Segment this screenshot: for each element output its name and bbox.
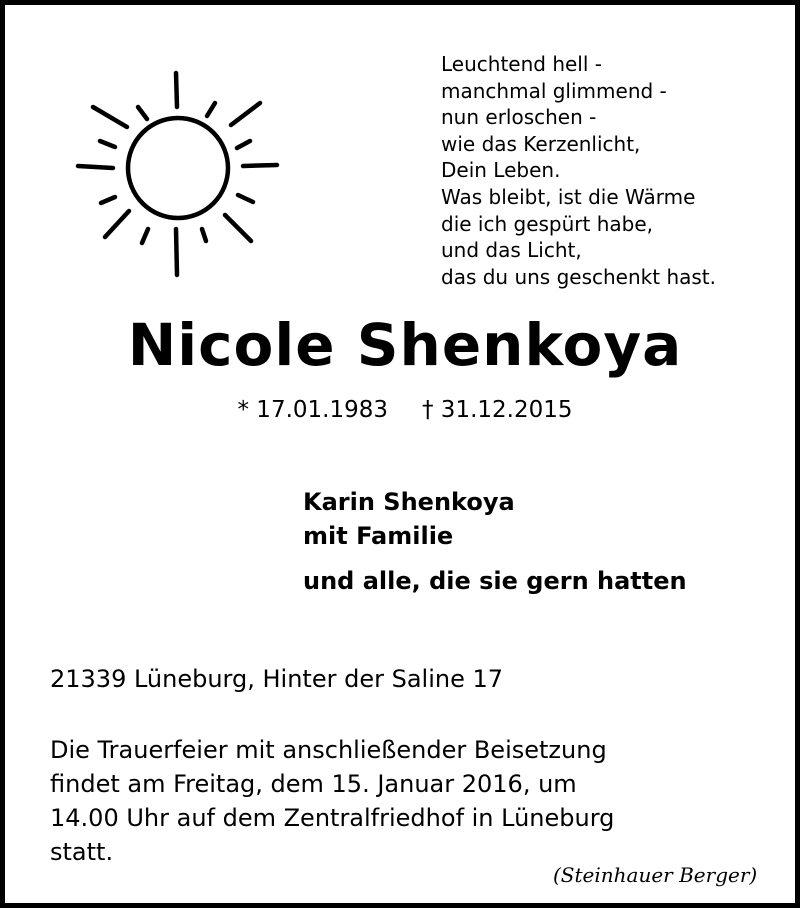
mourner-family: mit Familie <box>303 522 454 550</box>
poem <box>441 51 781 290</box>
poem-line: nun erloschen - <box>441 105 597 130</box>
poem-line: Dein Leben. <box>441 158 561 183</box>
birth-date: * 17.01.1983 <box>237 397 388 423</box>
address: 21339 Lüneburg, Hinter der Saline 17 <box>50 665 504 693</box>
funeral-line: findet am Freitag, dem 15. Januar 2016, um <box>50 770 577 798</box>
mourners-others: und alle, die sie gern hatten <box>303 567 687 595</box>
deceased-name: Nicole Shenkoya <box>127 311 683 379</box>
poem-line: Leuchtend hell - <box>441 52 602 76</box>
poem-line: das du uns geschenkt hast. <box>441 264 716 289</box>
sun-icon <box>65 63 295 293</box>
mourner-name: Karin Shenkoya <box>303 488 515 516</box>
poem-line: und das Licht, <box>441 238 582 263</box>
poem-line: wie das Kerzenlicht, <box>441 131 641 156</box>
undertaker-signature: (Steinhauer Berger) <box>553 863 758 887</box>
funeral-line: Die Trauerfeier mit anschließender Beisetzung <box>50 736 607 764</box>
life-dates <box>5 397 800 423</box>
funeral-line: 14.00 Uhr auf dem Zentralfriedhof in Lüneburg <box>50 804 615 832</box>
funeral-info <box>50 733 790 869</box>
poem-line: Was bleibt, ist die Wärme <box>441 184 696 209</box>
poem-line: manchmal glimmend - <box>441 78 667 103</box>
poem-line: die ich gespürt habe, <box>441 211 654 236</box>
funeral-line: statt. <box>50 838 114 866</box>
death-date: † 31.12.2015 <box>422 397 573 423</box>
mourners <box>303 485 515 553</box>
